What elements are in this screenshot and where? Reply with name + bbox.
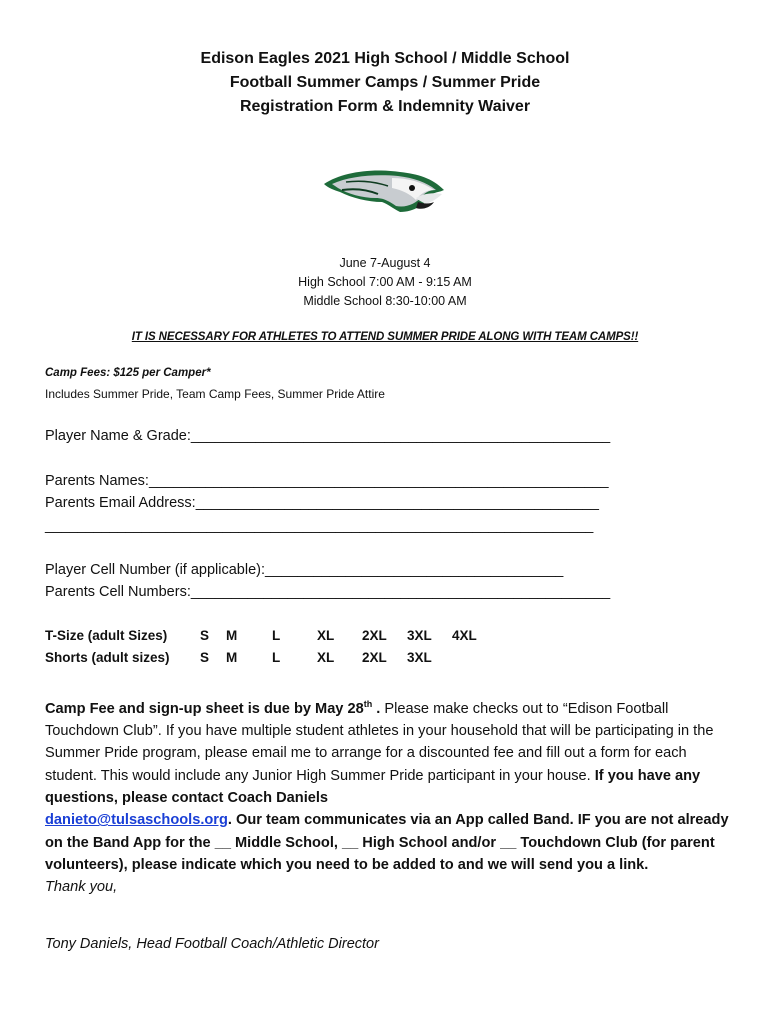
- due-date-text: Camp Fee and sign-up sheet is due by May 28: [45, 700, 364, 717]
- shorts-size-label: Shorts (adult sizes): [45, 650, 170, 665]
- eagle-head-icon: [322, 168, 448, 218]
- parents-cell-field[interactable]: Parents Cell Numbers:____________________________________________________: [45, 584, 611, 600]
- schedule: [0, 254, 770, 311]
- due-date-period: .: [372, 700, 385, 717]
- tshirt-size-4xl[interactable]: 4XL: [452, 628, 477, 643]
- payment-instructions: Please make checks out to “Edison Football Touchdown Club”. If you have multiple student athletes in your household that will be participating in the Summer Pride program, please email me to arrange for a discounted fee and fill out a form for each student. This would include any Junior High Summer Pride participant in your house.: [45, 700, 714, 784]
- schedule-dates: June 7-August 4: [339, 256, 431, 270]
- due-date-suffix: th: [363, 699, 373, 709]
- tshirt-size-row: [45, 628, 505, 650]
- tshirt-size-xl[interactable]: XL: [317, 628, 335, 643]
- tshirt-size-l[interactable]: L: [272, 628, 281, 643]
- tshirt-size-label: T-Size (adult Sizes): [45, 628, 168, 643]
- thank-you-text: Thank you,: [45, 879, 118, 896]
- tshirt-size-s[interactable]: S: [200, 628, 210, 643]
- camp-fees-includes: Includes Summer Pride, Team Camp Fees, Summer Pride Attire: [45, 387, 385, 401]
- shorts-size-2xl[interactable]: 2XL: [362, 650, 387, 665]
- title-line-1: Edison Eagles 2021 High School / Middle School: [200, 50, 570, 67]
- shorts-size-s[interactable]: S: [200, 650, 210, 665]
- player-cell-field[interactable]: Player Cell Number (if applicable):_____________________________________: [45, 562, 564, 578]
- camp-fees-heading: Camp Fees: $125 per Camper*: [45, 367, 211, 379]
- shorts-size-xl[interactable]: XL: [317, 650, 335, 665]
- form-title: [0, 47, 770, 119]
- shorts-size-row: [45, 650, 505, 672]
- signature: Tony Daniels, Head Football Coach/Athletic Director: [45, 936, 379, 952]
- title-line-3: Registration Form & Indemnity Waiver: [239, 98, 531, 115]
- coach-email-link[interactable]: danieto@tulsaschools.org: [45, 812, 228, 829]
- player-name-field[interactable]: Player Name & Grade:____________________________________________________: [45, 428, 611, 444]
- parents-names-field[interactable]: Parents Names:_________________________________________________________: [45, 473, 609, 489]
- attendance-notice: IT IS NECESSARY FOR ATHLETES TO ATTEND SUMMER PRIDE ALONG WITH TEAM CAMPS!!: [131, 331, 639, 343]
- contact-text: If you have any questions, please contact Coach Daniels: [45, 767, 701, 807]
- parents-email-field[interactable]: Parents Email Address:__________________________________________________: [45, 495, 599, 511]
- instructions-paragraph: [45, 693, 735, 899]
- shorts-size-m[interactable]: M: [226, 650, 238, 665]
- tshirt-size-2xl[interactable]: 2XL: [362, 628, 387, 643]
- title-line-2: Football Summer Camps / Summer Pride: [229, 74, 541, 91]
- band-app-text: . Our team communicates via an App called Band. IF you are not already on the Band App for the __ Middle School, __ High School and/or __ Touchdown Club (for parent volunteers), please indicate which you need to be added to and we will send you a link.: [45, 812, 729, 873]
- tshirt-size-3xl[interactable]: 3XL: [407, 628, 432, 643]
- shorts-size-3xl[interactable]: 3XL: [407, 650, 432, 665]
- tshirt-size-m[interactable]: M: [226, 628, 238, 643]
- schedule-middle-school: Middle School 8:30-10:00 AM: [303, 294, 467, 308]
- shorts-size-l[interactable]: L: [272, 650, 281, 665]
- parents-email-continuation-line[interactable]: ____________________________________________________________________: [45, 518, 594, 534]
- schedule-high-school: High School 7:00 AM - 9:15 AM: [298, 275, 472, 289]
